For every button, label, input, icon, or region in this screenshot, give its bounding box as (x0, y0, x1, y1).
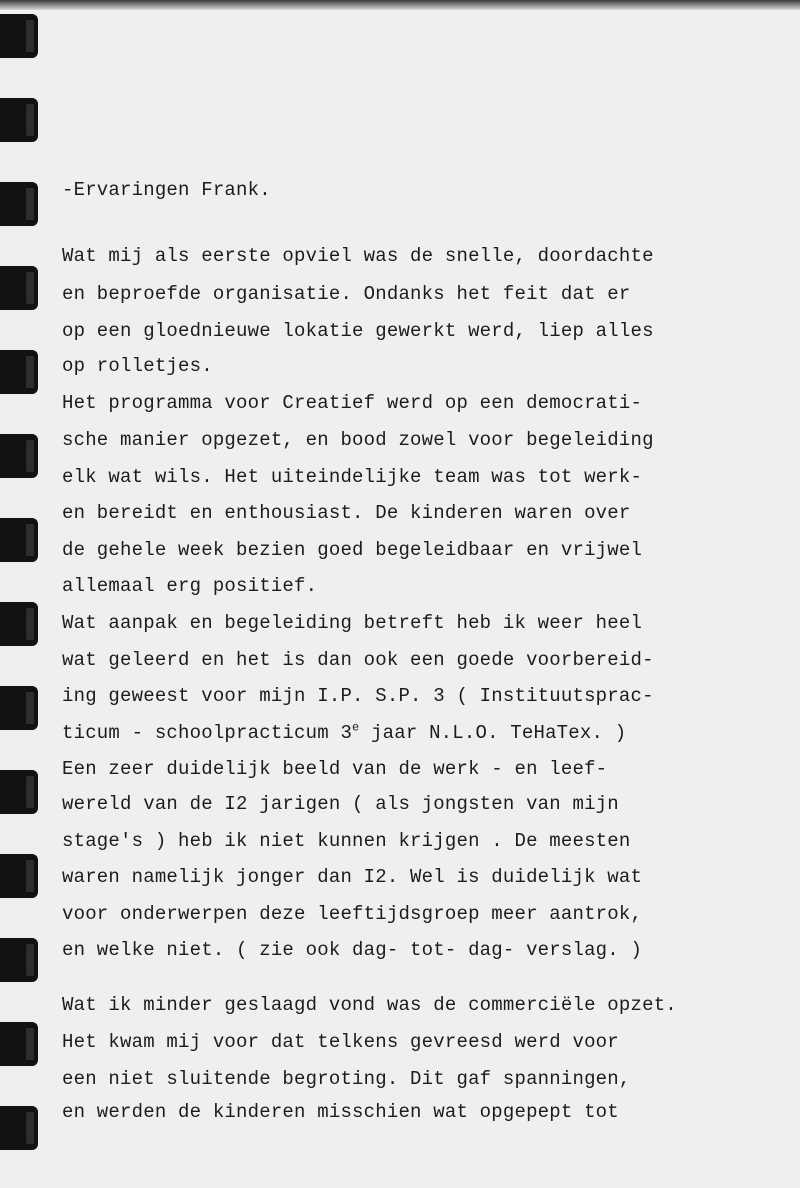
binding-ring (0, 686, 38, 730)
binding-ring (0, 182, 38, 226)
text-line: waren namelijk jonger dan I2. Wel is duidelijk wat (62, 866, 643, 888)
binding-ring (0, 938, 38, 982)
binding-ring (0, 1022, 38, 1066)
text-line: op een gloednieuwe lokatie gewerkt werd, liep alles (62, 320, 654, 342)
text-line-start: ticum - schoolpracticum 3 (62, 722, 353, 744)
binding-ring (0, 770, 38, 814)
text-line: en werden de kinderen misschien wat opgepept tot (62, 1101, 619, 1123)
scan-edge (0, 0, 800, 10)
text-line: een niet sluitende begroting. Dit gaf spanningen, (62, 1068, 631, 1090)
text-line: sche manier opgezet, en bood zowel voor begeleiding (62, 429, 654, 451)
text-line: wereld van de I2 jarigen ( als jongsten van mijn (62, 793, 619, 815)
binding-ring (0, 350, 38, 394)
text-line: Een zeer duidelijk beeld van de werk - en leef- (62, 758, 608, 780)
text-line: Het programma voor Creatief werd op een democrati- (62, 392, 643, 414)
text-line: Wat ik minder geslaagd vond was de commerciële opzet. (62, 994, 677, 1016)
binding-ring (0, 14, 38, 58)
text-line: ing geweest voor mijn I.P. S.P. 3 ( Instituutsprac- (62, 685, 654, 707)
text-line: en bereidt en enthousiast. De kinderen waren over (62, 502, 631, 524)
text-line: elk wat wils. Het uiteindelijke team was tot werk- (62, 466, 643, 488)
text-line: Het kwam mij voor dat telkens gevreesd werd voor (62, 1031, 619, 1053)
superscript: e (352, 720, 360, 735)
binding-ring (0, 602, 38, 646)
spiral-binding (0, 0, 44, 1188)
text-line: allemaal erg positief. (62, 575, 318, 597)
text-line: wat geleerd en het is dan ook een goede voorbereid- (62, 649, 654, 671)
text-line: en welke niet. ( zie ook dag- tot- dag- verslag. ) (62, 939, 643, 961)
text-line: Wat mij als eerste opviel was de snelle, doordachte (62, 245, 654, 267)
binding-ring (0, 518, 38, 562)
binding-ring (0, 98, 38, 142)
binding-ring (0, 854, 38, 898)
text-line: de gehele week bezien goed begeleidbaar en vrijwel (62, 539, 643, 561)
binding-ring (0, 266, 38, 310)
text-line: op rolletjes. (62, 355, 213, 377)
section-heading: -Ervaringen Frank. (62, 179, 271, 201)
binding-ring (0, 1106, 38, 1150)
text-line-end: jaar N.L.O. TeHaTex. ) (359, 722, 627, 744)
text-line: voor onderwerpen deze leeftijdsgroep meer aantrok, (62, 903, 643, 925)
binding-ring (0, 434, 38, 478)
text-line: stage's ) heb ik niet kunnen krijgen . De meesten (62, 830, 631, 852)
text-line (62, 721, 626, 745)
text-line: en beproefde organisatie. Ondanks het feit dat er (62, 283, 631, 305)
text-line: Wat aanpak en begeleiding betreft heb ik weer heel (62, 612, 643, 634)
